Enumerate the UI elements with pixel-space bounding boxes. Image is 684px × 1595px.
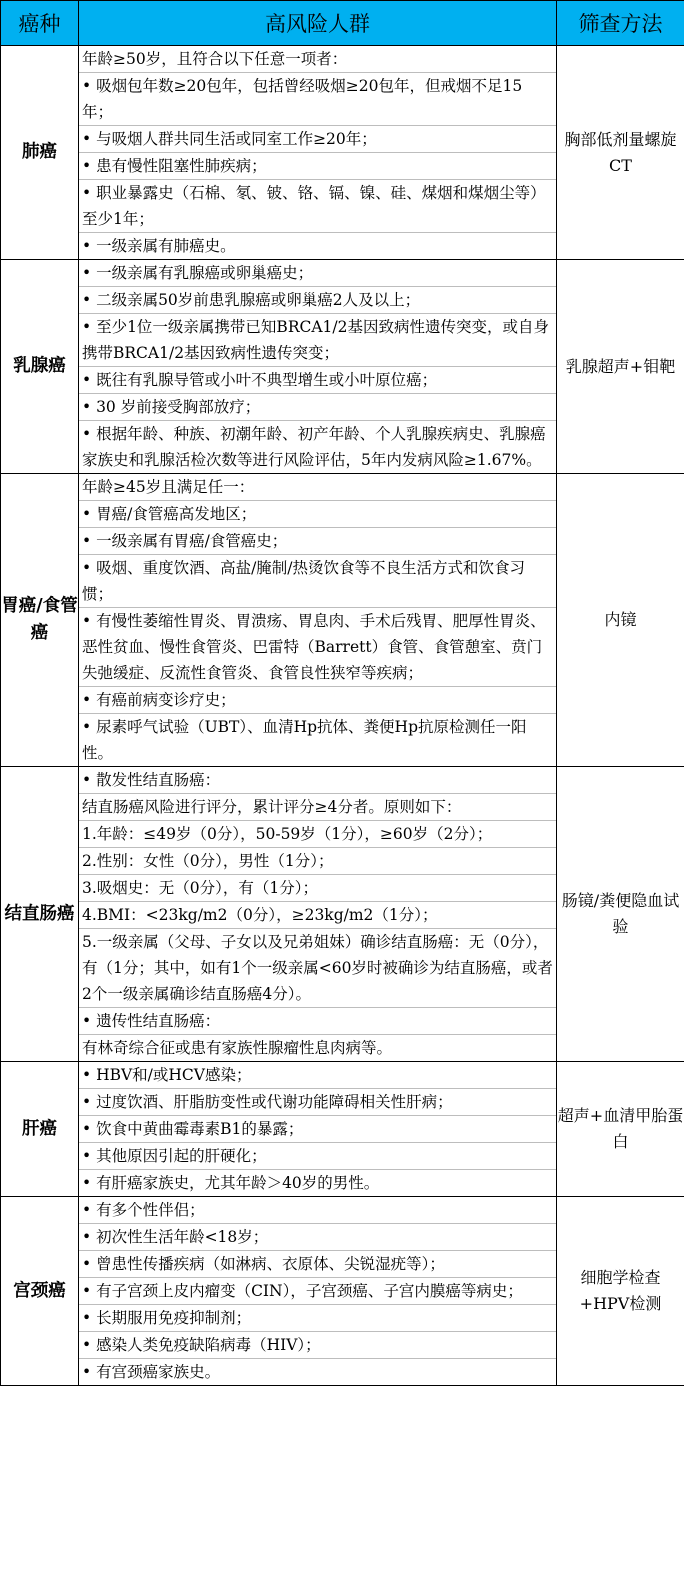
criteria-line: • 一级亲属有乳腺癌或卵巢癌史； (79, 260, 556, 287)
criteria-line: • 根据年龄、种族、初潮年龄、初产年龄、个人乳腺疾病史、乳腺癌家族史和乳腺活检次数等进行风险评估，5年内发病风险≥1.67%。 (82, 425, 546, 469)
table-body (1, 46, 684, 1386)
table-row (1, 1197, 684, 1386)
criteria-line: • 有多个性伴侣； (79, 1197, 556, 1224)
table-row (1, 767, 684, 1062)
table-row (1, 474, 684, 767)
high-risk-criteria-cell (79, 46, 557, 260)
criteria-line: • 初次性生活年龄<18岁； (79, 1224, 556, 1251)
criteria-line: • HBV和/或HCV感染； (79, 1062, 556, 1089)
criteria-line: 4.BMI：<23kg/m2（0分），≥23kg/m2（1分）； (79, 902, 556, 929)
criteria-line: • 其他原因引起的肝硬化； (79, 1143, 556, 1170)
criteria-line: • 吸烟、重度饮酒、高盐/腌制/热烫饮食等不良生活方式和饮食习惯； (79, 555, 556, 608)
table-row (1, 1062, 684, 1197)
header-row (1, 1, 684, 46)
high-risk-criteria-cell (79, 1062, 557, 1197)
screening-method-cell: 内镜 (557, 474, 684, 767)
screening-method-cell: 胸部低剂量螺旋CT (557, 46, 684, 260)
criteria-line: • 二级亲属50岁前患乳腺癌或卵巢癌2人及以上； (79, 287, 556, 314)
screening-method-cell: 肠镜/粪便隐血试验 (557, 767, 684, 1062)
screening-method-cell: 超声+血清甲胎蛋白 (557, 1062, 684, 1197)
criteria-line: • 有子宫颈上皮内瘤变（CIN），子宫颈癌、子宫内膜癌等病史； (79, 1278, 556, 1305)
high-risk-criteria-cell (79, 1197, 557, 1386)
criteria-line: • 胃癌/食管癌高发地区； (79, 501, 556, 528)
cancer-type-cell: 肝癌 (1, 1062, 79, 1197)
cancer-type-cell: 乳腺癌 (1, 260, 79, 474)
cancer-type-cell: 宫颈癌 (1, 1197, 79, 1386)
criteria-line: 年龄≥50岁，且符合以下任意一项者： (79, 46, 556, 73)
criteria-line: • 既往有乳腺导管或小叶不典型增生或小叶原位癌； (79, 367, 556, 394)
criteria-line: • 散发性结直肠癌： (79, 767, 556, 794)
criteria-line: 2.性别：女性（0分），男性（1分）； (79, 848, 556, 875)
criteria-line: • 30 岁前接受胸部放疗； (79, 394, 556, 421)
criteria-line: • 吸烟包年数≥20包年，包括曾经吸烟≥20包年，但戒烟不足15年； (79, 73, 556, 126)
criteria-line: • 长期服用免疫抑制剂； (79, 1305, 556, 1332)
criteria-line: 1.年龄：≤49岁（0分），50-59岁（1分），≥60岁（2分）； (79, 821, 556, 848)
criteria-line: • 遗传性结直肠癌： (79, 1008, 556, 1035)
high-risk-criteria-cell (79, 260, 557, 474)
criteria-line: 5.一级亲属（父母、子女以及兄弟姐妹）确诊结直肠癌：无（0分），有（1分；其中，如有1个一级亲属<60岁时被确诊为结直肠癌，或者2个一级亲属确诊结直肠癌4分）。 (79, 929, 556, 1008)
header-high-risk-group: 高风险人群 (79, 1, 557, 46)
criteria-line: 年龄≥45岁且满足任一： (79, 474, 556, 501)
criteria-line: 结直肠癌风险进行评分，累计评分≥4分者。原则如下： (79, 794, 556, 821)
criteria-line: 有林奇综合征或患有家族性腺瘤性息肉病等。 (82, 1039, 393, 1057)
criteria-line: • 与吸烟人群共同生活或同室工作≥20年； (79, 126, 556, 153)
criteria-line: • 一级亲属有胃癌/食管癌史； (79, 528, 556, 555)
table-row (1, 46, 684, 260)
high-risk-criteria-cell (79, 474, 557, 767)
criteria-line: • 曾患性传播疾病（如淋病、衣原体、尖锐湿疣等）； (79, 1251, 556, 1278)
criteria-line: • 至少1位一级亲属携带已知BRCA1/2基因致病性遗传突变，或自身携带BRCA1/2基因致病性遗传突变； (79, 314, 556, 367)
criteria-line: • 有宫颈癌家族史。 (82, 1363, 221, 1381)
screening-method-cell: 细胞学检查+HPV检测 (557, 1197, 684, 1386)
cancer-type-cell: 结直肠癌 (1, 767, 79, 1062)
criteria-line: • 患有慢性阻塞性肺疾病； (79, 153, 556, 180)
header-cancer-type: 癌种 (1, 1, 79, 46)
table-row (1, 260, 684, 474)
header-screening-method: 筛查方法 (557, 1, 684, 46)
screening-method-cell: 乳腺超声+钼靶 (557, 260, 684, 474)
criteria-line: • 尿素呼气试验（UBT）、血清Hp抗体、粪便Hp抗原检测任一阳性。 (82, 718, 527, 762)
criteria-line: • 有肝癌家族史，尤其年龄＞40岁的男性。 (82, 1174, 380, 1192)
criteria-line: • 过度饮酒、肝脂肪变性或代谢功能障碍相关性肝病； (79, 1089, 556, 1116)
criteria-line: • 有癌前病变诊疗史； (79, 687, 556, 714)
criteria-line: • 一级亲属有肺癌史。 (82, 237, 236, 255)
cancer-type-cell: 肺癌 (1, 46, 79, 260)
criteria-line: 3.吸烟史：无（0分），有（1分）； (79, 875, 556, 902)
high-risk-criteria-cell (79, 767, 557, 1062)
criteria-line: • 有慢性萎缩性胃炎、胃溃疡、胃息肉、手术后残胃、肥厚性胃炎、恶性贫血、慢性食管炎、巴雷特（Barrett）食管、食管憩室、贲门失弛缓症、反流性食管炎、食管良性狭窄等疾病； (79, 608, 556, 687)
cancer-type-cell: 胃癌/食管癌 (1, 474, 79, 767)
criteria-line: • 饮食中黄曲霉毒素B1的暴露； (79, 1116, 556, 1143)
criteria-line: • 职业暴露史（石棉、氡、铍、铬、镉、镍、硅、煤烟和煤烟尘等）至少1年； (79, 180, 556, 233)
criteria-line: • 感染人类免疫缺陷病毒（HIV）； (79, 1332, 556, 1359)
